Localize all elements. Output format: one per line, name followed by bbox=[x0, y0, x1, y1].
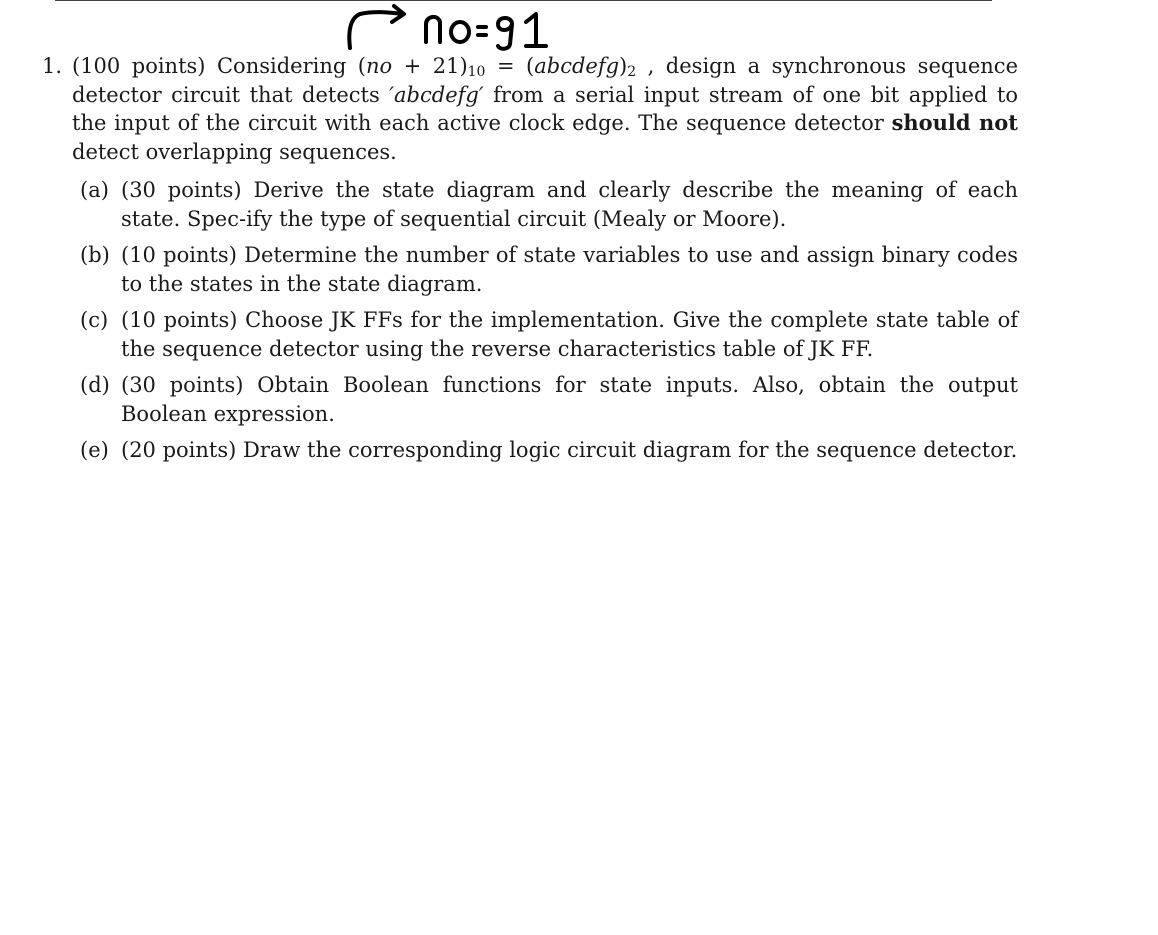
subquestion-label: (e) bbox=[80, 438, 109, 462]
subquestion-e bbox=[80, 436, 1018, 465]
question-statement bbox=[72, 52, 1018, 166]
expr-lhs-rest: + 21) bbox=[392, 54, 468, 78]
question-text-2: from a serial input stream of one bit applied to the input of the circuit with each active clock edge. The sequence detector bbox=[72, 82, 1018, 135]
subquestion-label: (a) bbox=[80, 178, 109, 202]
expr-rhs-base: 2 bbox=[627, 64, 637, 80]
question-text-1: , design a synchronous sequence detector circuit that detects bbox=[72, 54, 1018, 107]
subquestion-c bbox=[80, 306, 1018, 363]
question-block bbox=[42, 52, 1018, 473]
expr-lhs-var: no bbox=[366, 54, 393, 78]
subquestion-text: (30 points) Derive the state diagram and clearly describe the meaning of each state. Spec-ify the type of sequential circuit (Mealy or Moore). bbox=[121, 178, 1018, 231]
question-intro: Considering bbox=[216, 54, 347, 78]
subquestion-list bbox=[80, 176, 1018, 465]
subquestion-text: (10 points) Determine the number of state variables to use and assign binary codes to the states in the state diagram. bbox=[121, 243, 1018, 296]
subquestion-label: (d) bbox=[80, 373, 110, 397]
expr-eq: = bbox=[485, 54, 527, 78]
expr-rhs-close: ) bbox=[619, 54, 628, 78]
question-number: 1. bbox=[42, 54, 63, 78]
question-points: (100 points) bbox=[72, 54, 206, 78]
subquestion-text: (20 points) Draw the corresponding logic circuit diagram for the sequence detector. bbox=[121, 438, 1018, 462]
sequence-pattern: ′abcdefg′ bbox=[389, 82, 484, 107]
question-text-3: detect overlapping sequences. bbox=[72, 139, 397, 164]
subquestion-a bbox=[80, 176, 1018, 233]
expr-lhs-base: 10 bbox=[467, 64, 486, 80]
top-rule bbox=[55, 0, 992, 1]
handwritten-note bbox=[340, 2, 560, 52]
expr-rhs-open: ( bbox=[526, 54, 535, 78]
subquestion-text: (10 points) Choose JK FFs for the implementation. Give the complete state table of the sequence detector using the reverse characteristics table of JK FF. bbox=[121, 308, 1018, 361]
subquestion-label: (c) bbox=[80, 308, 109, 332]
emphasis-text: should not bbox=[891, 110, 1018, 135]
expr-lhs-open: ( bbox=[357, 54, 366, 78]
subquestion-label: (b) bbox=[80, 243, 110, 267]
subquestion-b bbox=[80, 241, 1018, 298]
expr-rhs-var: abcdefg bbox=[534, 54, 620, 78]
subquestion-text: (30 points) Obtain Boolean functions for state inputs. Also, obtain the output Boolean expression. bbox=[121, 373, 1018, 426]
subquestion-d bbox=[80, 371, 1018, 428]
